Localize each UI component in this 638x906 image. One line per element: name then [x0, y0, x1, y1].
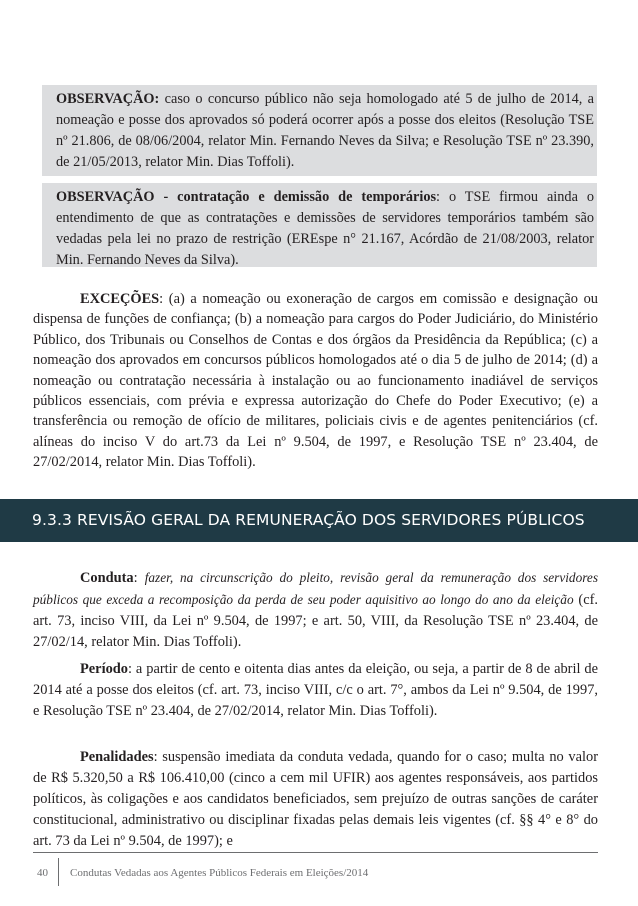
period-paragraph [33, 659, 598, 722]
conduct-separator: : [133, 570, 145, 586]
exceptions-paragraph [33, 289, 598, 473]
section-header-bar [0, 499, 638, 542]
footer-title: Condutas Vedadas aos Agentes Públicos Federais em Eleições/2014 [70, 867, 369, 879]
observation-text: caso o concurso público não seja homologado até 5 de julho de 2014, a nomeação e posse dos aprovados só poderá ocorrer após a posse dos eleitos (Resolução TSE nº 21.806, de 08/06/2004, relator Min. Fernando Neves da Silva; e Resolução TSE nº 23.390, de 21/05/2013, relator Min. Dias Toffoli). [56, 91, 594, 170]
exceptions-text: : (a) a nomeação ou exoneração de cargos em comissão e designação ou dispensa de funções de confiança; (b) a nomeação para cargos do Poder Judiciário, do Ministério Público, dos Tribunais ou Conselhos de Contas e dos órgãos da Presidência da República; (c) a nomeação dos aprovados em concursos públicos homologados até o dia 5 de julho de 2014; (d) a nomeação ou contratação necessária à instalação ou ao funcionamento inadiável de serviços públicos essenciais, com prévia e expressa autorização do Chefe do Poder Executivo; (e) a transferência ou remoção de ofício de militares, policiais civis e de agentes penitenciários (cf. alíneas do inciso V do art.73 da Lei nº 9.504, de 1997, e Resolução TSE nº 23.404, de 27/02/2014, relator Min. Dias Toffoli). [33, 291, 598, 471]
conduct-italic-text: fazer, na circunscrição do pleito, revisão geral da remuneração dos servidores públicos que exceda a recomposição da perda de seu poder aquisitivo ao longo do ano da eleição [33, 570, 598, 607]
penalties-label: Penalidades [80, 749, 154, 765]
observation-label: OBSERVAÇÃO: [56, 91, 160, 107]
observation-label: OBSERVAÇÃO - contratação e demissão de temporários [56, 189, 437, 205]
conduct-paragraph [33, 567, 598, 653]
period-text: : a partir de cento e oitenta dias antes da eleição, ou seja, a partir de 8 de abril de 2014 até a posse dos eleitos (cf. art. 73, inciso VIII, c/c o art. 7°, ambos da Lei nº 9.504, de 1997, e Resolução TSE nº 23.404, de 27/02/2014, relator Min. Dias Toffoli). [33, 661, 598, 719]
footer-separator [58, 858, 59, 886]
conduct-text: (cf. art. 73, inciso VIII, da Lei nº 9.504, de 1997; e art. 50, VIII, da Resolução TSE nº 23.404, de 27/02/14, relator Min. Dias Toffoli). [33, 592, 598, 650]
exceptions-label: EXCEÇÕES [80, 291, 160, 307]
period-label: Período [80, 661, 128, 677]
observation-text: : o TSE firmou ainda o entendimento de que as contratações e demissões de servidores temporários também são vedadas pela lei no prazo de restrição (EREspe n° 21.167, Acórdão de 21/08/2003, relator Min. Fernando Neves da Silva). [56, 189, 595, 268]
conduct-label: Conduta [80, 570, 134, 586]
footer-divider [33, 852, 598, 853]
observation-box-2 [42, 183, 597, 267]
page-number: 40 [37, 867, 48, 879]
observation-box-1 [42, 85, 597, 176]
section-title: 9.3.3 REVISÃO GERAL DA REMUNERAÇÃO DOS SERVIDORES PÚBLICOS [32, 511, 585, 529]
penalties-text: : suspensão imediata da conduta vedada, quando for o caso; multa no valor de R$ 5.320,50 a R$ 106.410,00 (cinco a cem mil UFIR) aos agentes responsáveis, aos partidos políticos, às coligações e aos candidatos beneficiados, sem prejuízo de outras sanções de caráter constitucional, administrativo ou disciplinar fixadas pelas demais leis vigentes (cf. §§ 4° e 8° do art. 73 da Lei nº 9.504, de 1997); e [33, 749, 598, 849]
penalties-paragraph [33, 747, 598, 852]
